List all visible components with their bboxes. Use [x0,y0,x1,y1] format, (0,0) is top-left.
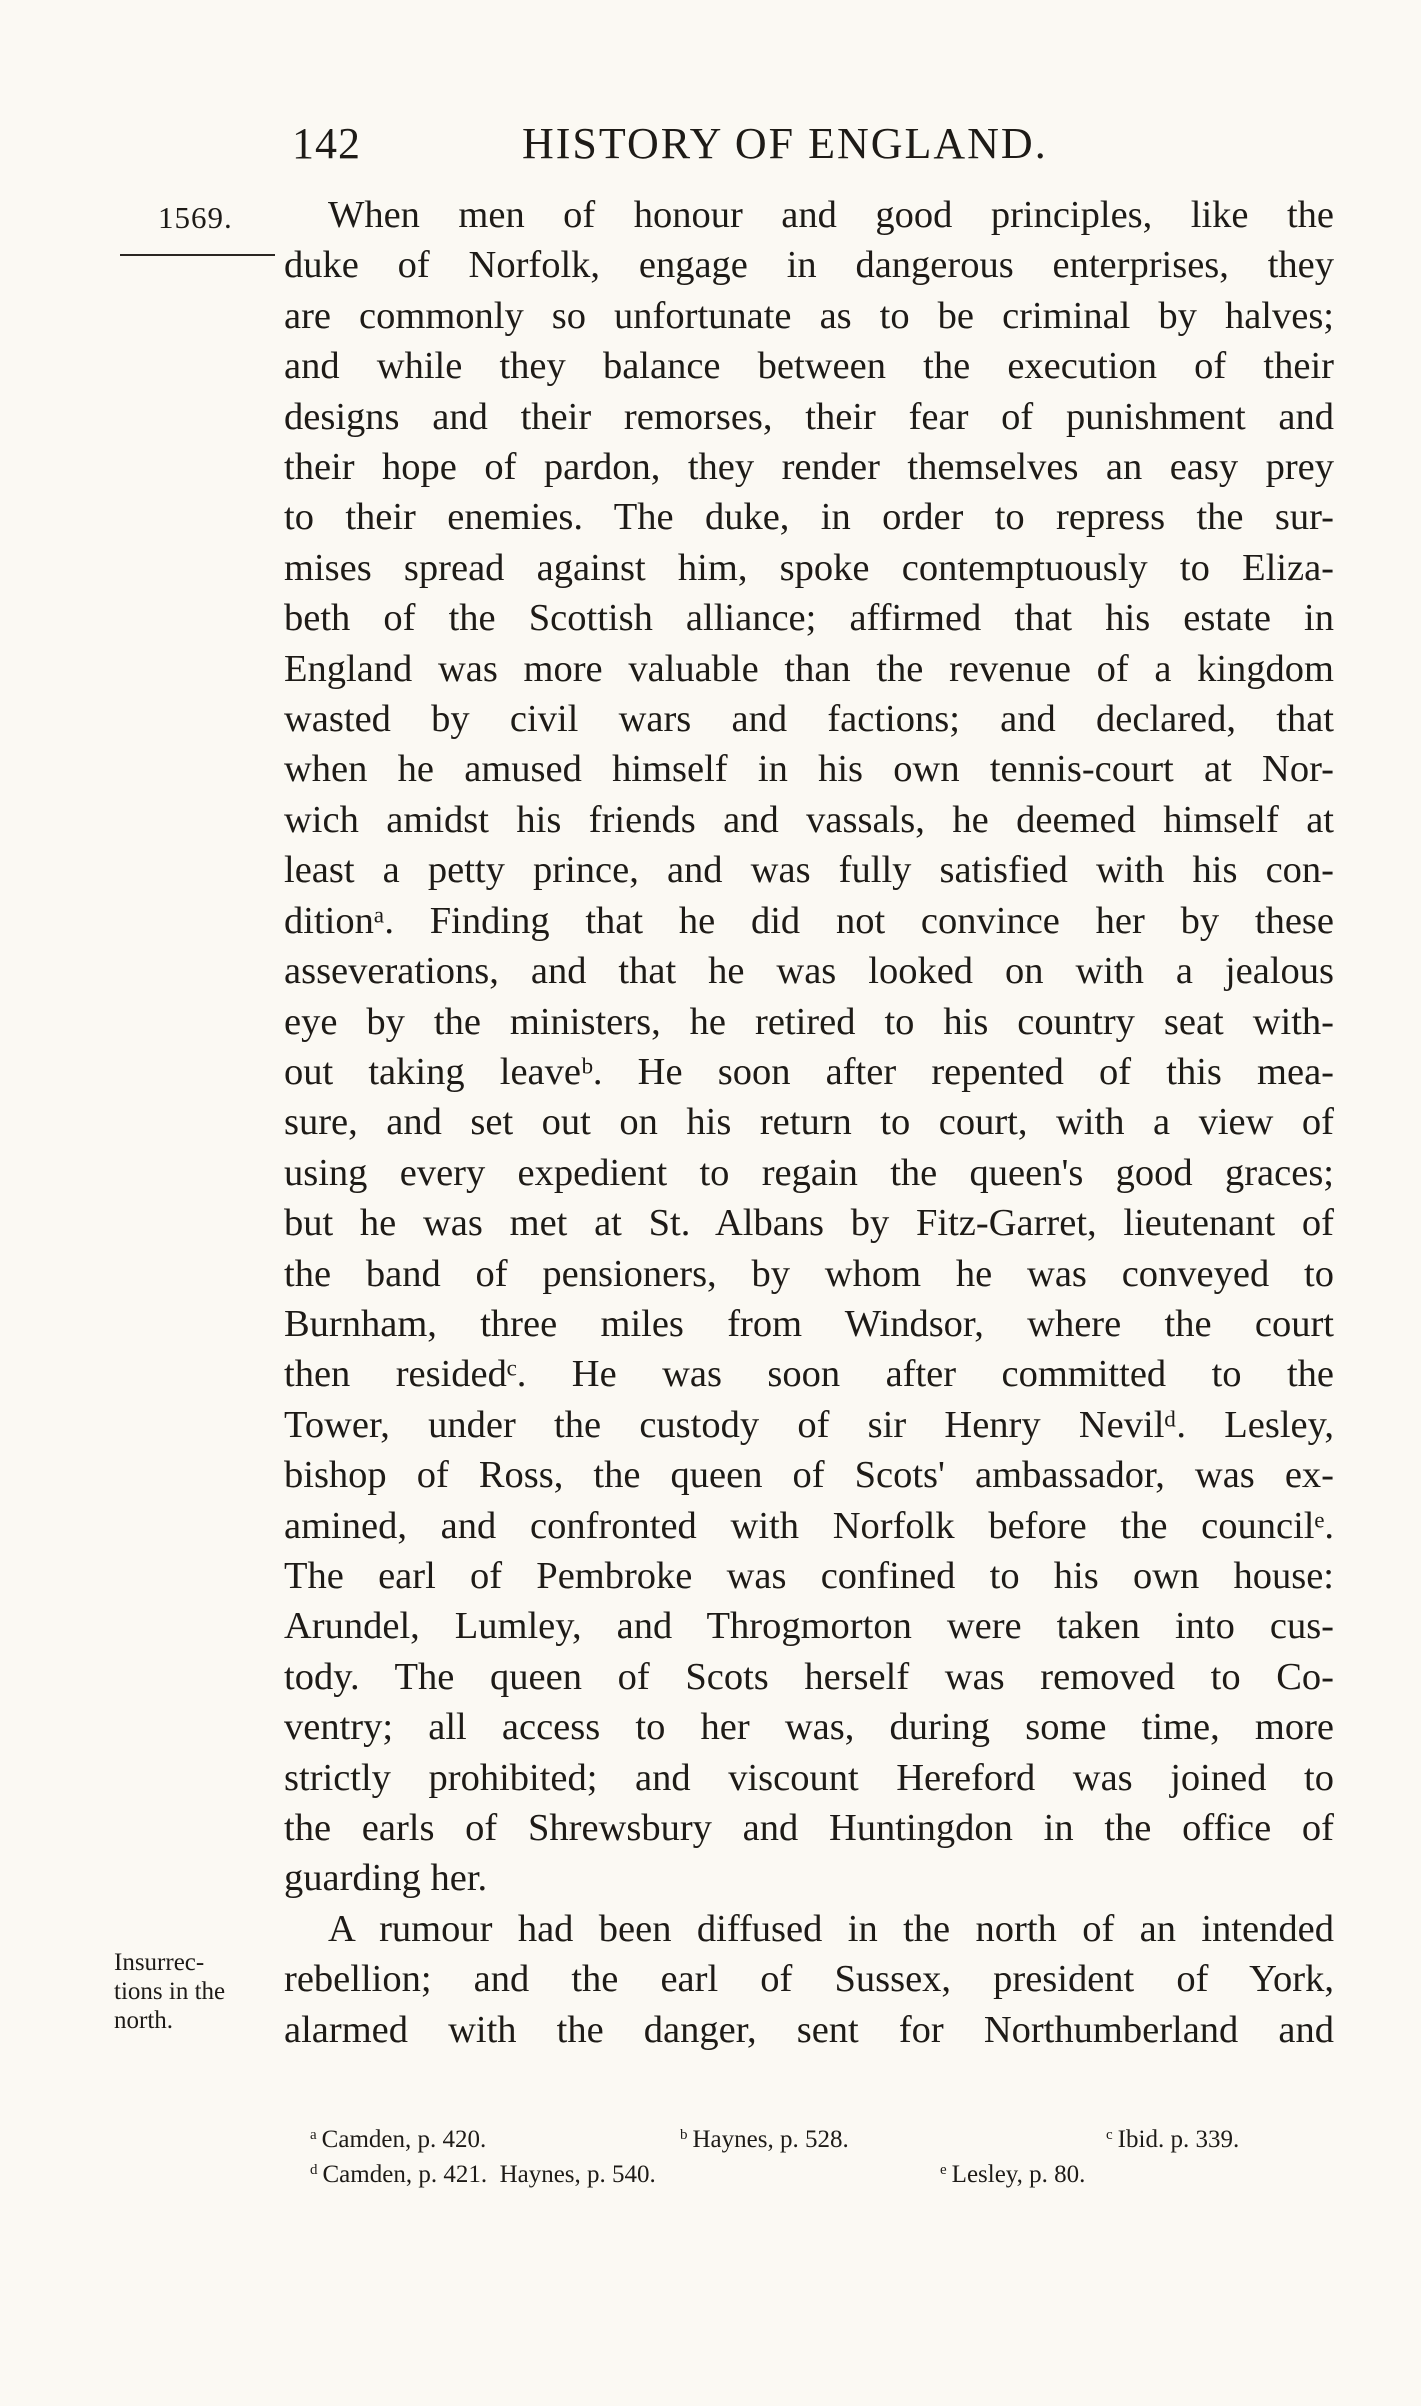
body-line: using every expedient to regain the queen's good graces; [284,1151,1334,1194]
footnote-line [310,2118,1310,2153]
body-line: The earl of Pembroke was confined to his own house: [284,1554,1334,1597]
body-line: wich amidst his friends and vassals, he deemed himself at [284,798,1334,841]
body-line: strictly prohibited; and viscount Hereford was joined to [284,1756,1334,1799]
body-line: tody. The queen of Scots herself was removed to Co- [284,1655,1334,1698]
margin-year: 1569. [158,200,233,235]
body-line: When men of honour and good principles, like the [328,194,1334,236]
body-line: the earls of Shrewsbury and Huntingdon in the office of [284,1807,1334,1849]
body-line: alarmed with the danger, sent for Northumberland and [284,2008,1334,2051]
body-line: and while they balance between the execution of their [284,345,1334,388]
footnote [310,2118,486,2157]
body-line: their hope of pardon, they render themselves an easy prey [284,446,1334,489]
body-line: are commonly so unfortunate as to be criminal by halves; [284,294,1334,337]
body-line: amined, and confronted with Norfolk before the councilᵉ. [284,1504,1334,1547]
body-line: designs and their remorses, their fear of punishment and [284,395,1334,438]
body-line: Tower, under the custody of sir Henry Nevilᵈ. Lesley, [284,1403,1334,1446]
body-line: A rumour had been diffused in the north of an intended [328,1907,1334,1950]
side-note-line: tions in the [114,1978,226,2005]
footnote [940,2153,1085,2192]
footnote-text: Ibid. p. 339. [1117,2126,1240,2153]
footnote-mark: c [1106,2127,1113,2143]
side-note-line: Insurrec- [114,1949,205,1976]
footnote-mark: e [940,2162,947,2178]
body-line: out taking leaveᵇ. He soon after repented of this mea- [284,1050,1334,1093]
body-line: sure, and set out on his return to court, with a view of [284,1101,1334,1144]
footnote-mark: a [310,2127,317,2143]
side-note [114,1948,266,2035]
body-line: rebellion; and the earl of Sussex, president of York, [284,1958,1334,2001]
body-line: least a petty prince, and was fully satisfied with his con- [284,849,1334,892]
body-line: Burnham, three miles from Windsor, where the court [284,1302,1334,1345]
running-title: HISTORY OF ENGLAND. [522,119,1048,168]
body-line: ventry; all access to her was, during some time, more [284,1706,1334,1749]
body-line: the band of pensioners, by whom he was conveyed to [284,1252,1334,1295]
body-text [284,190,1334,2055]
body-line: ditionᵃ. Finding that he did not convince her by these [284,899,1334,942]
body-line: bishop of Ross, the queen of Scots' ambassador, was ex- [284,1454,1334,1497]
footnote-text: Camden, p. 421. Haynes, p. 540. [322,2161,656,2188]
body-line: eye by the ministers, he retired to his country seat with- [284,1000,1334,1043]
body-line: but he was met at St. Albans by Fitz-Garret, lieutenant of [284,1202,1334,1245]
year-rule [120,254,275,256]
side-note-line: north. [114,2007,174,2034]
footnotes [310,2118,1310,2188]
footnote [1106,2118,1239,2157]
body-line: mises spread against him, spoke contemptuously to Eliza- [284,546,1334,589]
body-line: wasted by civil wars and factions; and declared, that [284,698,1334,741]
body-line: Arundel, Lumley, and Throgmorton were taken into cus- [284,1605,1334,1648]
body-line: to their enemies. The duke, in order to repress the sur- [284,496,1334,539]
body-line: guarding her. [284,1857,488,1900]
body-line: England was more valuable than the revenue of a kingdom [284,647,1334,690]
body-line: then residedᶜ. He was soon after committed to the [284,1353,1334,1396]
footnote-text: Camden, p. 420. [321,2126,487,2153]
body-line: asseverations, and that he was looked on with a jealous [284,950,1334,993]
footnote-mark: d [310,2162,318,2178]
footnote-text: Haynes, p. 528. [692,2126,849,2153]
footnote-mark: b [680,2127,688,2143]
running-header [0,118,1421,174]
body-line: duke of Norfolk, engage in dangerous enterprises, they [284,244,1334,287]
footnote [310,2153,656,2192]
body-line: beth of the Scottish alliance; affirmed that his estate in [284,597,1334,640]
body-line: when he amused himself in his own tennis-court at Nor- [284,748,1334,791]
page-number: 142 [292,119,361,168]
footnote [680,2118,849,2157]
footnote-line [310,2153,1310,2188]
footnote-text: Lesley, p. 80. [951,2161,1086,2188]
